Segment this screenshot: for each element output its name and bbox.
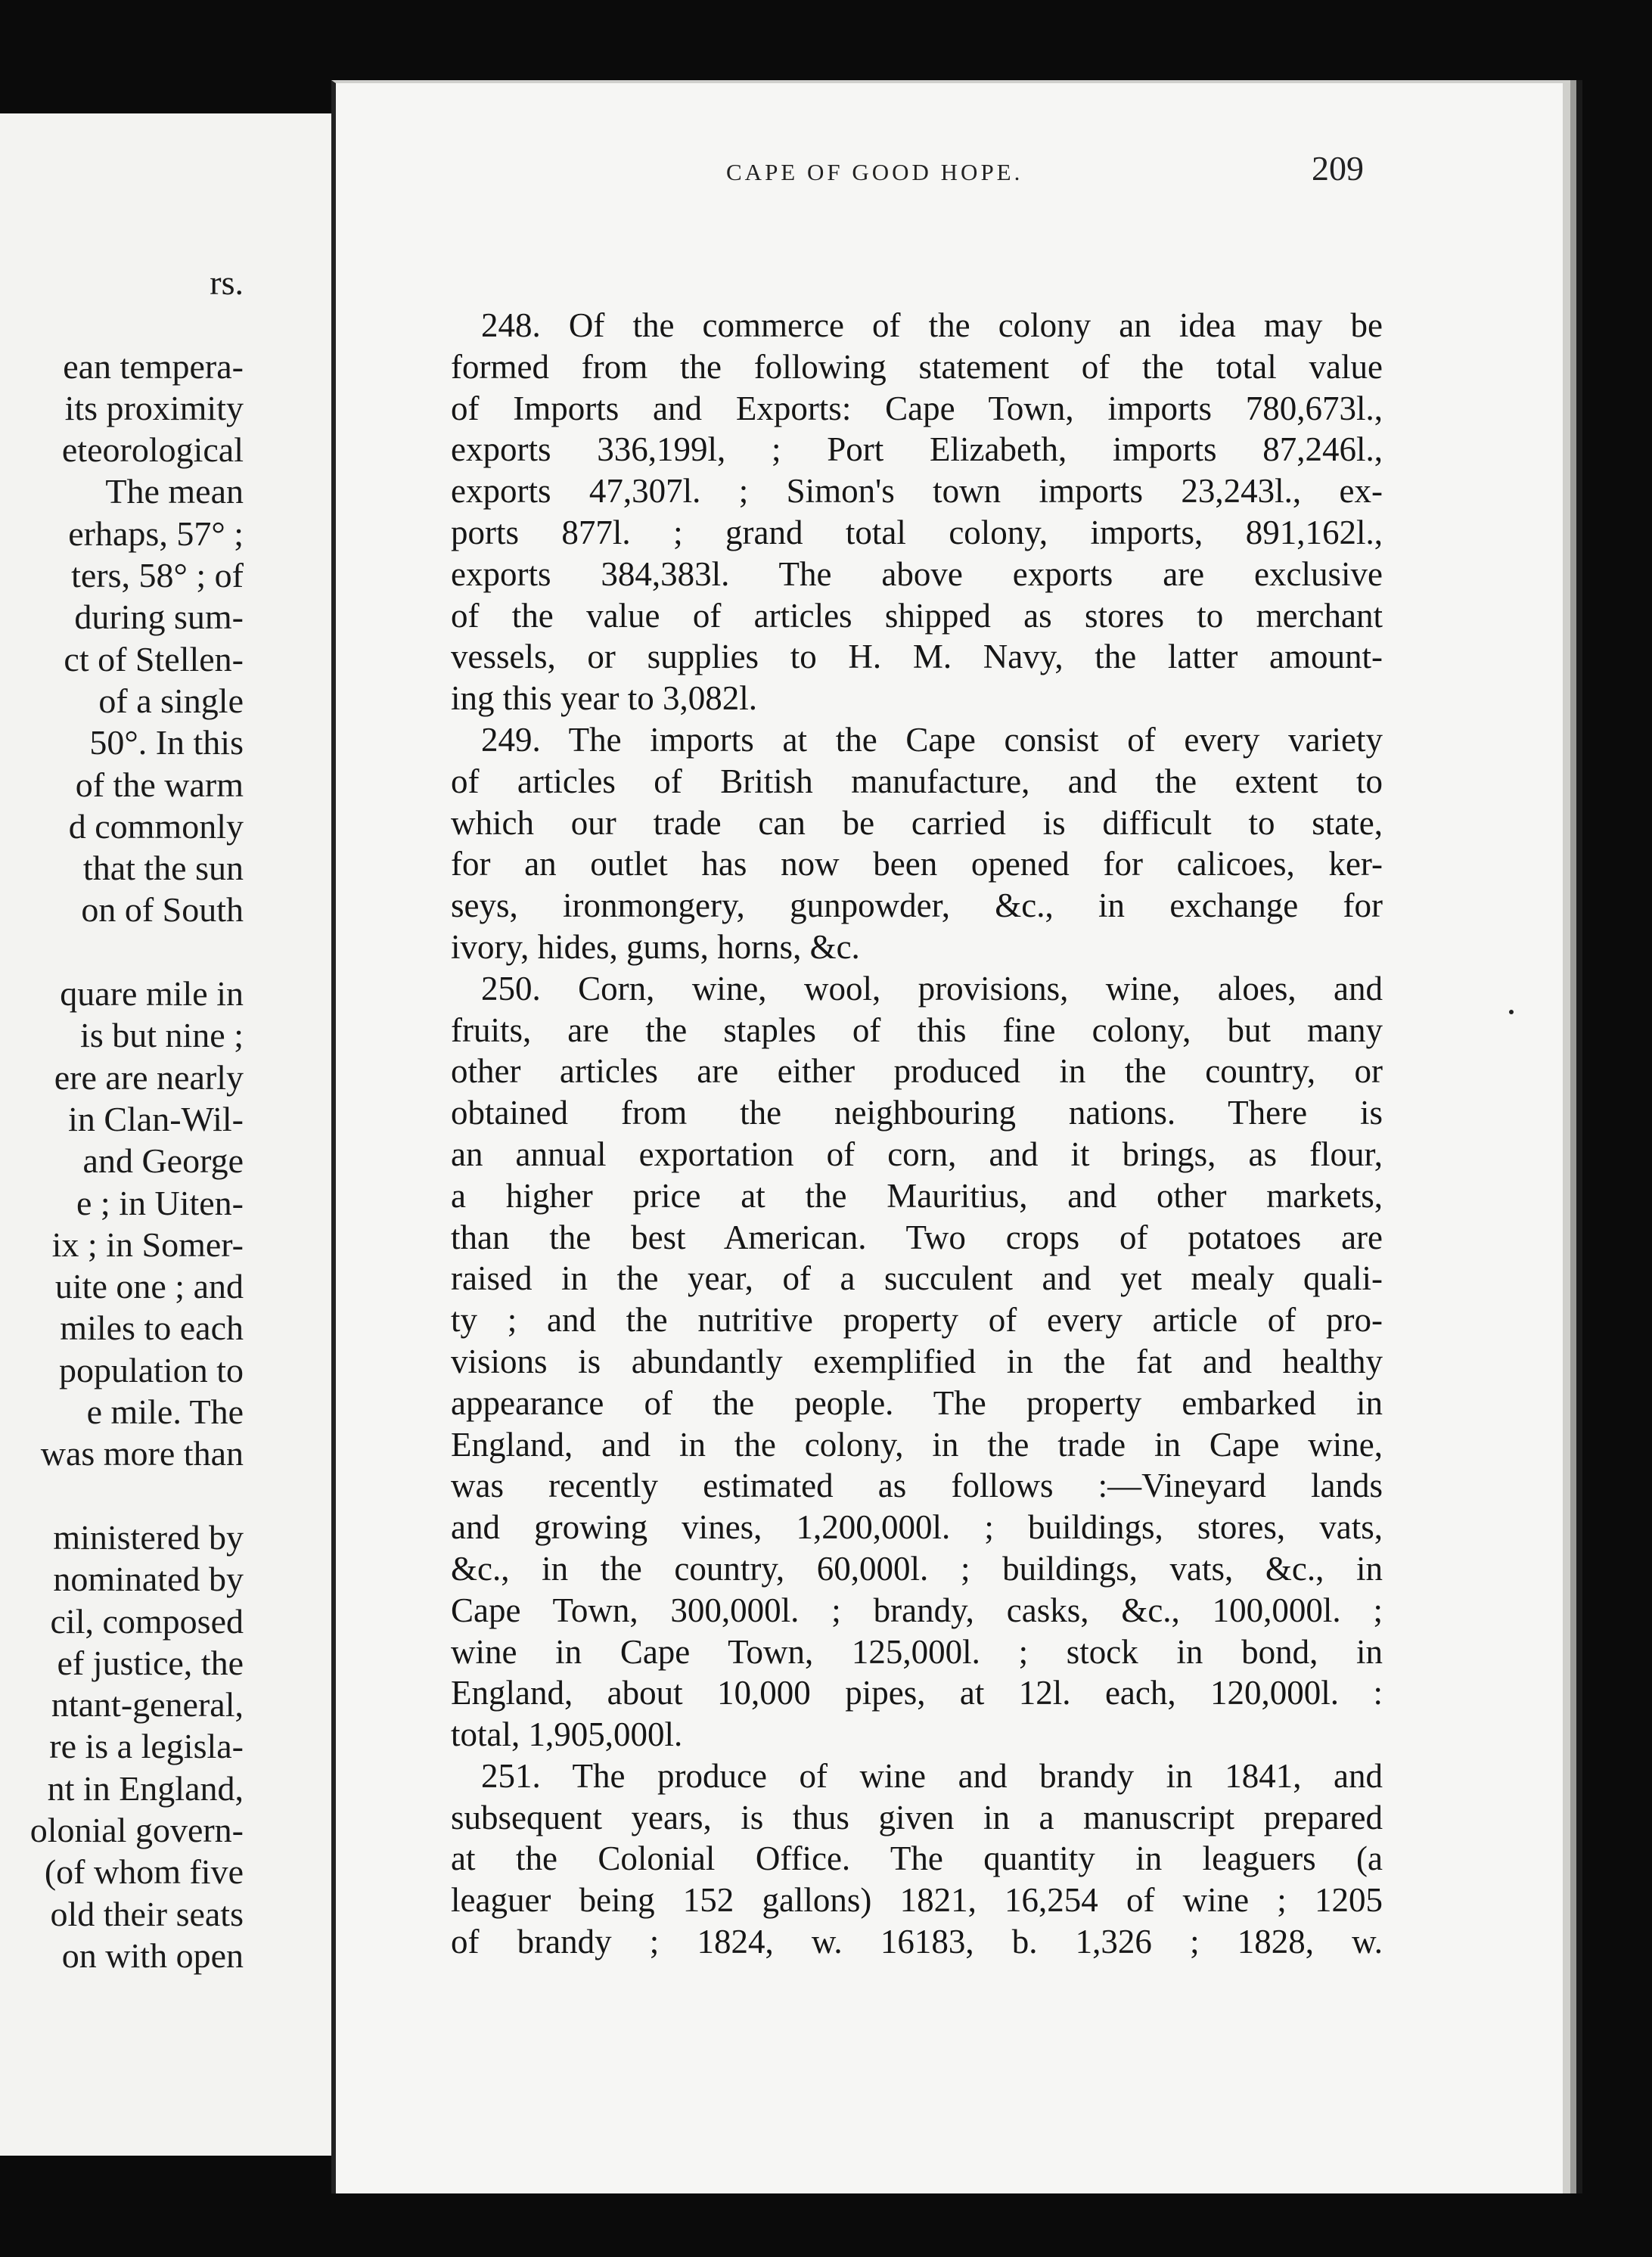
left-page-line: uite one ; and [54, 1267, 244, 1306]
left-page-line [30, 1475, 244, 1517]
left-page-line: e mile. The [86, 1392, 244, 1432]
left-page-line: population to [58, 1350, 244, 1389]
ink-speck [1509, 1010, 1514, 1014]
body-line: vessels, or supplies to H. M. Navy, the latter amount- [451, 638, 1383, 676]
body-line: seys, ironmongery, gunpowder, &c., in exchange for [451, 886, 1383, 925]
body-line: wine in Cape Town, 125,000l. ; stock in bond, in [451, 1632, 1383, 1671]
body-line: leaguer being 152 gallons) 1821, 16,254 of wine ; 1205 [451, 1881, 1383, 1920]
body-line: of Imports and Exports: Cape Town, imports 780,673l., [451, 389, 1383, 427]
body-line: for an outlet has now been opened for calicoes, ker- [451, 845, 1383, 883]
left-page-line: 50°. In this [89, 723, 244, 762]
left-page-line: that the sun [82, 849, 244, 888]
body-line: other articles are either produced in the country, or [451, 1052, 1383, 1091]
body-line: visions is abundantly exemplified in the fat and healthy [451, 1342, 1383, 1380]
left-page-line: d commonly [68, 806, 244, 846]
body-line: total, 1,905,000l. [451, 1715, 683, 1754]
body-line: formed from the following statement of the total value [451, 347, 1383, 386]
body-line: raised in the year, of a succulent and yet mealy quali- [451, 1259, 1383, 1298]
left-page-text [30, 262, 244, 1976]
left-page-line: re is a legisla- [49, 1727, 244, 1766]
left-page-line: ministered by [53, 1517, 244, 1557]
body-line: obtained from the neighbouring nations. There is [451, 1094, 1383, 1132]
body-line: exports 384,383l. The above exports are exclusive [451, 554, 1383, 593]
body-line: of the value of articles shipped as stores to merchant [451, 596, 1383, 635]
body-line: at the Colonial Office. The quantity in leaguers (a [451, 1839, 1383, 1878]
left-page-line: eteorological [61, 430, 244, 470]
left-page-line [30, 303, 244, 345]
left-page-line: cil, composed [50, 1601, 244, 1641]
running-head: CAPE OF GOOD HOPE. [726, 159, 1023, 185]
left-page [0, 113, 339, 2156]
left-page-line: on of South [81, 890, 244, 930]
body-line: than the best American. Two crops of potatoes are [451, 1218, 1383, 1256]
body-line: subsequent years, is thus given in a manuscript prepared [451, 1798, 1383, 1836]
left-page-line: quare mile in [60, 974, 244, 1014]
left-page-line: ix ; in Somer- [51, 1225, 244, 1264]
page-body-text [451, 305, 1383, 1963]
left-page-line: miles to each [60, 1309, 244, 1348]
left-page-line: of the warm [75, 765, 244, 804]
body-line: was recently estimated as follows :—Vineyard lands [451, 1467, 1383, 1505]
left-page-line: nt in England, [47, 1768, 244, 1808]
left-page-line: rs. [210, 263, 244, 302]
left-page-line: during sum- [74, 598, 244, 637]
body-line: 251. The produce of wine and brandy in 1841, and [481, 1756, 1383, 1795]
left-page-line: ef justice, the [57, 1643, 244, 1682]
left-page-line: (of whom five [44, 1852, 244, 1892]
left-page-line: The mean [105, 472, 244, 511]
body-line: ports 877l. ; grand total colony, imports, 891,162l., [451, 513, 1383, 551]
body-line: of brandy ; 1824, w. 16183, b. 1,326 ; 1828, w. [451, 1923, 1383, 1961]
left-page-line: ters, 58° ; of [71, 556, 244, 595]
left-page-line: nominated by [53, 1560, 244, 1599]
left-page-line: erhaps, 57° ; [68, 514, 244, 553]
body-line: which our trade can be carried is difficult to state, [451, 803, 1383, 842]
body-line: England, about 10,000 pipes, at 12l. each, 120,000l. : [451, 1674, 1383, 1712]
left-page-line: was more than [40, 1434, 244, 1473]
body-line: Cape Town, 300,000l. ; brandy, casks, &c., 100,000l. ; [451, 1591, 1383, 1629]
body-line: 250. Corn, wine, wool, provisions, wine, aloes, and [481, 969, 1383, 1007]
left-page-line: ct of Stellen- [64, 639, 244, 678]
left-page-line: ntant-general, [51, 1685, 244, 1725]
left-page-line: olonial govern- [30, 1810, 244, 1849]
left-page-line: of a single [98, 681, 244, 720]
left-page-line: ean tempera- [63, 346, 244, 386]
body-line: exports 336,199l, ; Port Elizabeth, imports 87,246l., [451, 430, 1383, 469]
left-page-line: its proximity [64, 388, 244, 427]
left-page-line [30, 931, 244, 973]
body-line: &c., in the country, 60,000l. ; buildings, vats, &c., in [451, 1549, 1383, 1588]
body-line: an annual exportation of corn, and it brings, as flour, [451, 1135, 1383, 1173]
body-line: appearance of the people. The property embarked in [451, 1383, 1383, 1422]
body-line: England, and in the colony, in the trade in Cape wine, [451, 1425, 1383, 1464]
page-number: 209 [1312, 149, 1364, 188]
left-page-line: on with open [61, 1936, 244, 1975]
body-line: fruits, are the staples of this fine colony, but many [451, 1011, 1383, 1049]
body-line: a higher price at the Mauritius, and other markets, [451, 1176, 1383, 1215]
left-page-line: and George [82, 1141, 244, 1181]
body-line: ing this year to 3,082l. [451, 679, 757, 718]
body-line: ty ; and the nutritive property of every article of pro- [451, 1301, 1383, 1340]
left-page-line: is but nine ; [80, 1016, 244, 1055]
left-page-line: old their seats [50, 1894, 244, 1933]
left-page-line: e ; in Uiten- [76, 1183, 244, 1222]
left-page-line: ere are nearly [54, 1057, 244, 1097]
body-line: 249. The imports at the Cape consist of every variety [481, 720, 1383, 759]
body-line: and growing vines, 1,200,000l. ; buildings, stores, vats, [451, 1508, 1383, 1547]
left-page-line: in Clan-Wil- [68, 1099, 244, 1138]
body-line: ivory, hides, gums, horns, &c. [451, 927, 860, 966]
body-line: 248. Of the commerce of the colony an idea may be [481, 306, 1383, 344]
body-line: of articles of British manufacture, and the extent to [451, 762, 1383, 800]
body-line: exports 47,307l. ; Simon's town imports 23,243l., ex- [451, 472, 1383, 511]
